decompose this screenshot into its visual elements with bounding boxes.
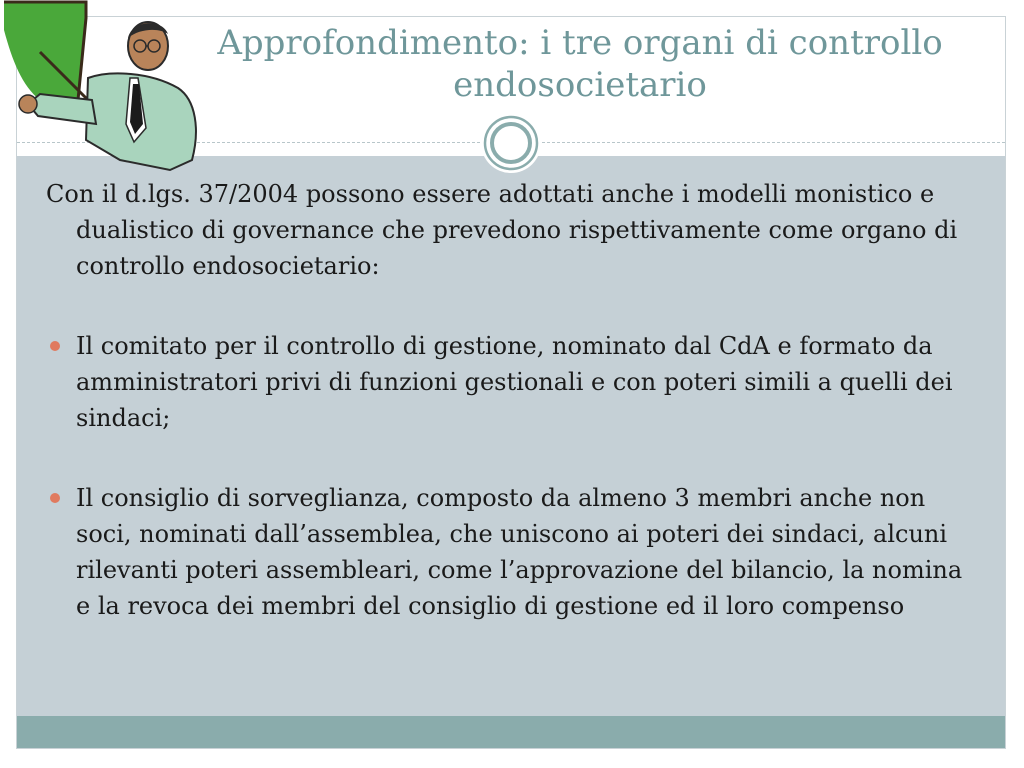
round-bullet-icon [50, 341, 60, 351]
round-bullet-icon [50, 493, 60, 503]
bullet-text: Il comitato per il controllo di gestione, nominato dal CdA e formato da amministratori privi di funzioni gestionali e con poteri simili a quelli dei sindaci; [76, 332, 953, 432]
bullet-item [46, 480, 981, 624]
bullet-item [46, 328, 981, 436]
slide-body [46, 176, 981, 668]
intro-paragraph: Con il d.lgs. 37/2004 possono essere adottati anche i modelli monistico e dualistico di governance che prevedono rispettivamente come organo di controllo endosocietario: [46, 180, 958, 280]
bullet-text: Il consiglio di sorveglianza, composto da almeno 3 membri anche non soci, nominati dall’assemblea, che uniscono ai poteri dei sindaci, alcuni rilevanti poteri assembleari, come l’approvazione del bilancio, la nomina e la revoca dei membri del consiglio di gestione ed il loro compenso [76, 484, 963, 620]
footer-band [17, 716, 1005, 748]
slide-title-line-1: Approfondimento: i tre organi di controllo [217, 23, 943, 63]
presenter-clipart-icon [0, 0, 210, 175]
double-circle-ornament-icon [481, 113, 541, 173]
slide-title-line-2: endosocietario [453, 65, 707, 105]
slide-title [170, 22, 990, 106]
